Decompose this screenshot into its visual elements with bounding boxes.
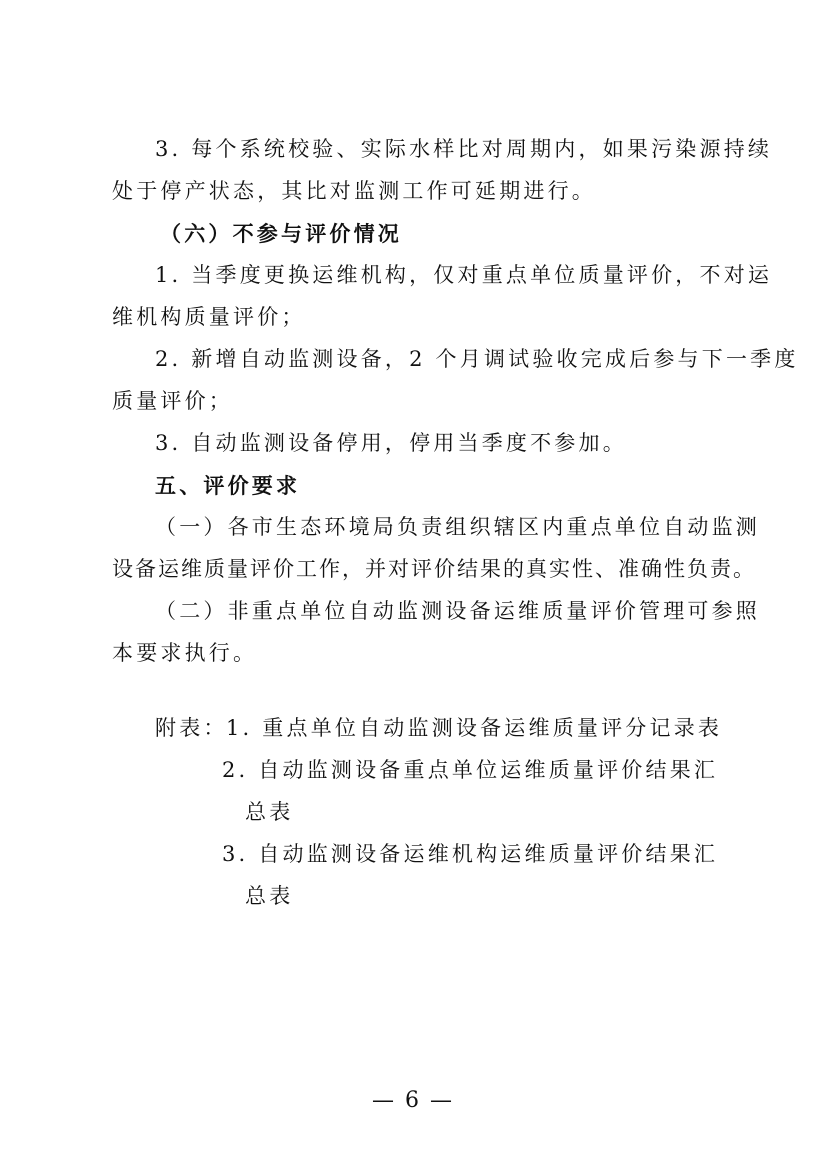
paragraph-line: 1. 当季度更换运维机构，仅对重点单位质量评价，不对运: [155, 263, 773, 287]
paragraph-line: 本要求执行。: [112, 641, 258, 665]
appendix-item: 总表: [245, 884, 294, 908]
appendix-label: 附表：: [155, 716, 228, 740]
paragraph-line: 3. 自动监测设备停用，停用当季度不参加。: [155, 431, 627, 455]
appendix-item: 1. 重点单位自动监测设备运维质量评分记录表: [226, 716, 723, 740]
section-heading: 五、评价要求: [155, 473, 301, 498]
appendix-item: 2. 自动监测设备重点单位运维质量评价结果汇: [222, 758, 719, 782]
page-number: — 6 —: [372, 1088, 454, 1113]
paragraph-line: 3. 每个系统校验、实际水样比对周期内，如果污染源持续: [155, 137, 773, 161]
appendix-item: 3. 自动监测设备运维机构运维质量评价结果汇: [222, 842, 719, 866]
paragraph-line: 质量评价；: [112, 389, 233, 413]
appendix-item: 总表: [245, 800, 294, 824]
paragraph-line: 处于停产状态，其比对监测工作可延期进行。: [112, 179, 596, 203]
paragraph-line: （二）非重点单位自动监测设备运维质量评价管理可参照: [155, 599, 760, 623]
paragraph-line: 维机构质量评价；: [112, 305, 306, 329]
paragraph-line: （一）各市生态环境局负责组织辖区内重点单位自动监测: [155, 515, 760, 539]
paragraph-line: 设备运维质量评价工作，并对评价结果的真实性、准确性负责。: [112, 557, 756, 581]
paragraph-line: 2. 新增自动监测设备，2 个月调试验收完成后参与下一季度: [155, 347, 799, 371]
section-heading: （六）不参与评价情况: [160, 221, 402, 246]
